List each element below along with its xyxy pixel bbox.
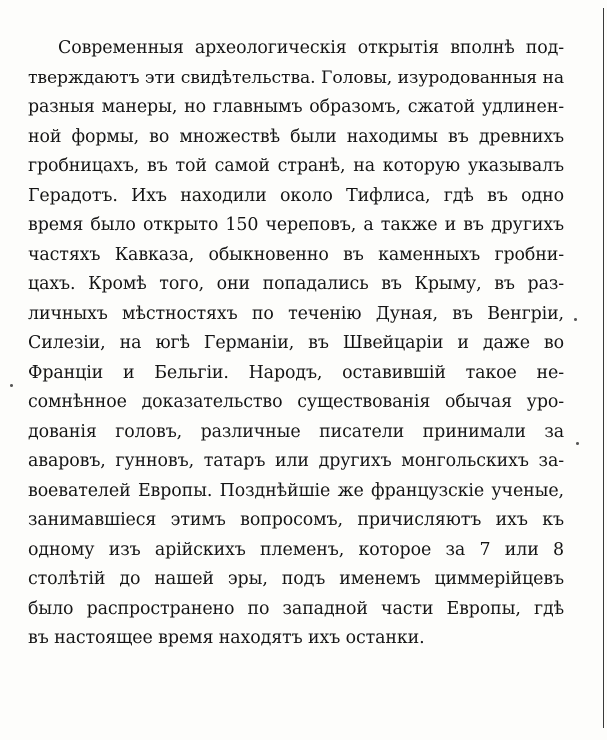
- text-line: частяхъ Кавказа, обыкновенно въ каменныхъ гробни-: [28, 244, 564, 265]
- text-line: Современныя археологическія открытія вполнѣ под-: [58, 38, 564, 58]
- text-line: тверждаютъ эти свидѣтельства. Головы, изуродованныя на: [28, 67, 564, 88]
- text-line: занимавшіеся этимъ вопросомъ, причисляютъ ихъ къ: [28, 510, 564, 530]
- text-line: разныя манеры, но главнымъ образомъ, сжатой удлинен-: [28, 97, 564, 117]
- page-edge-line: [603, 8, 604, 728]
- scan-speck: [576, 442, 579, 445]
- text-line: Франціи и Бельгіи. Народъ, оставившій такое не-: [28, 362, 564, 383]
- text-line: ной формы, во множествѣ были находимы въ древнихъ: [28, 126, 564, 147]
- text-line: дованія головъ, различные писатели принимали за: [28, 421, 564, 442]
- text-line: гробницахъ, въ той самой странѣ, на которую указывалъ: [28, 156, 564, 176]
- text-line: время было открыто 150 череповъ, а также и въ другихъ: [28, 215, 564, 235]
- text-line: въ настоящее время находятъ ихъ останки.: [28, 628, 425, 648]
- scan-speck: [10, 384, 13, 387]
- text-line: одному изъ арійскихъ племенъ, которое за 7 или 8: [28, 539, 564, 560]
- text-line: Герадотъ. Ихъ находили около Тифлиса, гдѣ въ одно: [28, 185, 564, 206]
- text-line: было распространено по западной части Европы, гдѣ: [28, 598, 564, 619]
- text-line: воевателей Европы. Позднѣйшіе же французскіе ученые,: [28, 480, 564, 501]
- text-line: цахъ. Кромѣ того, они попадались въ Крыму, въ раз-: [28, 274, 564, 294]
- scan-speck: [574, 318, 577, 321]
- text-line: сомнѣнное доказательство существованія обычая уро-: [28, 392, 564, 412]
- text-line: Силезіи, на югѣ Германіи, въ Швейцаріи и даже во: [28, 333, 564, 353]
- text-line: столѣтій до нашей эры, подъ именемъ циммерійцевъ: [28, 569, 564, 589]
- text-line: аваровъ, гунновъ, татаръ или другихъ монгольскихъ за-: [28, 451, 564, 471]
- text-line: личныхъ мѣстностяхъ по теченію Дуная, въ Венгріи,: [28, 303, 564, 324]
- paragraph: [28, 34, 564, 654]
